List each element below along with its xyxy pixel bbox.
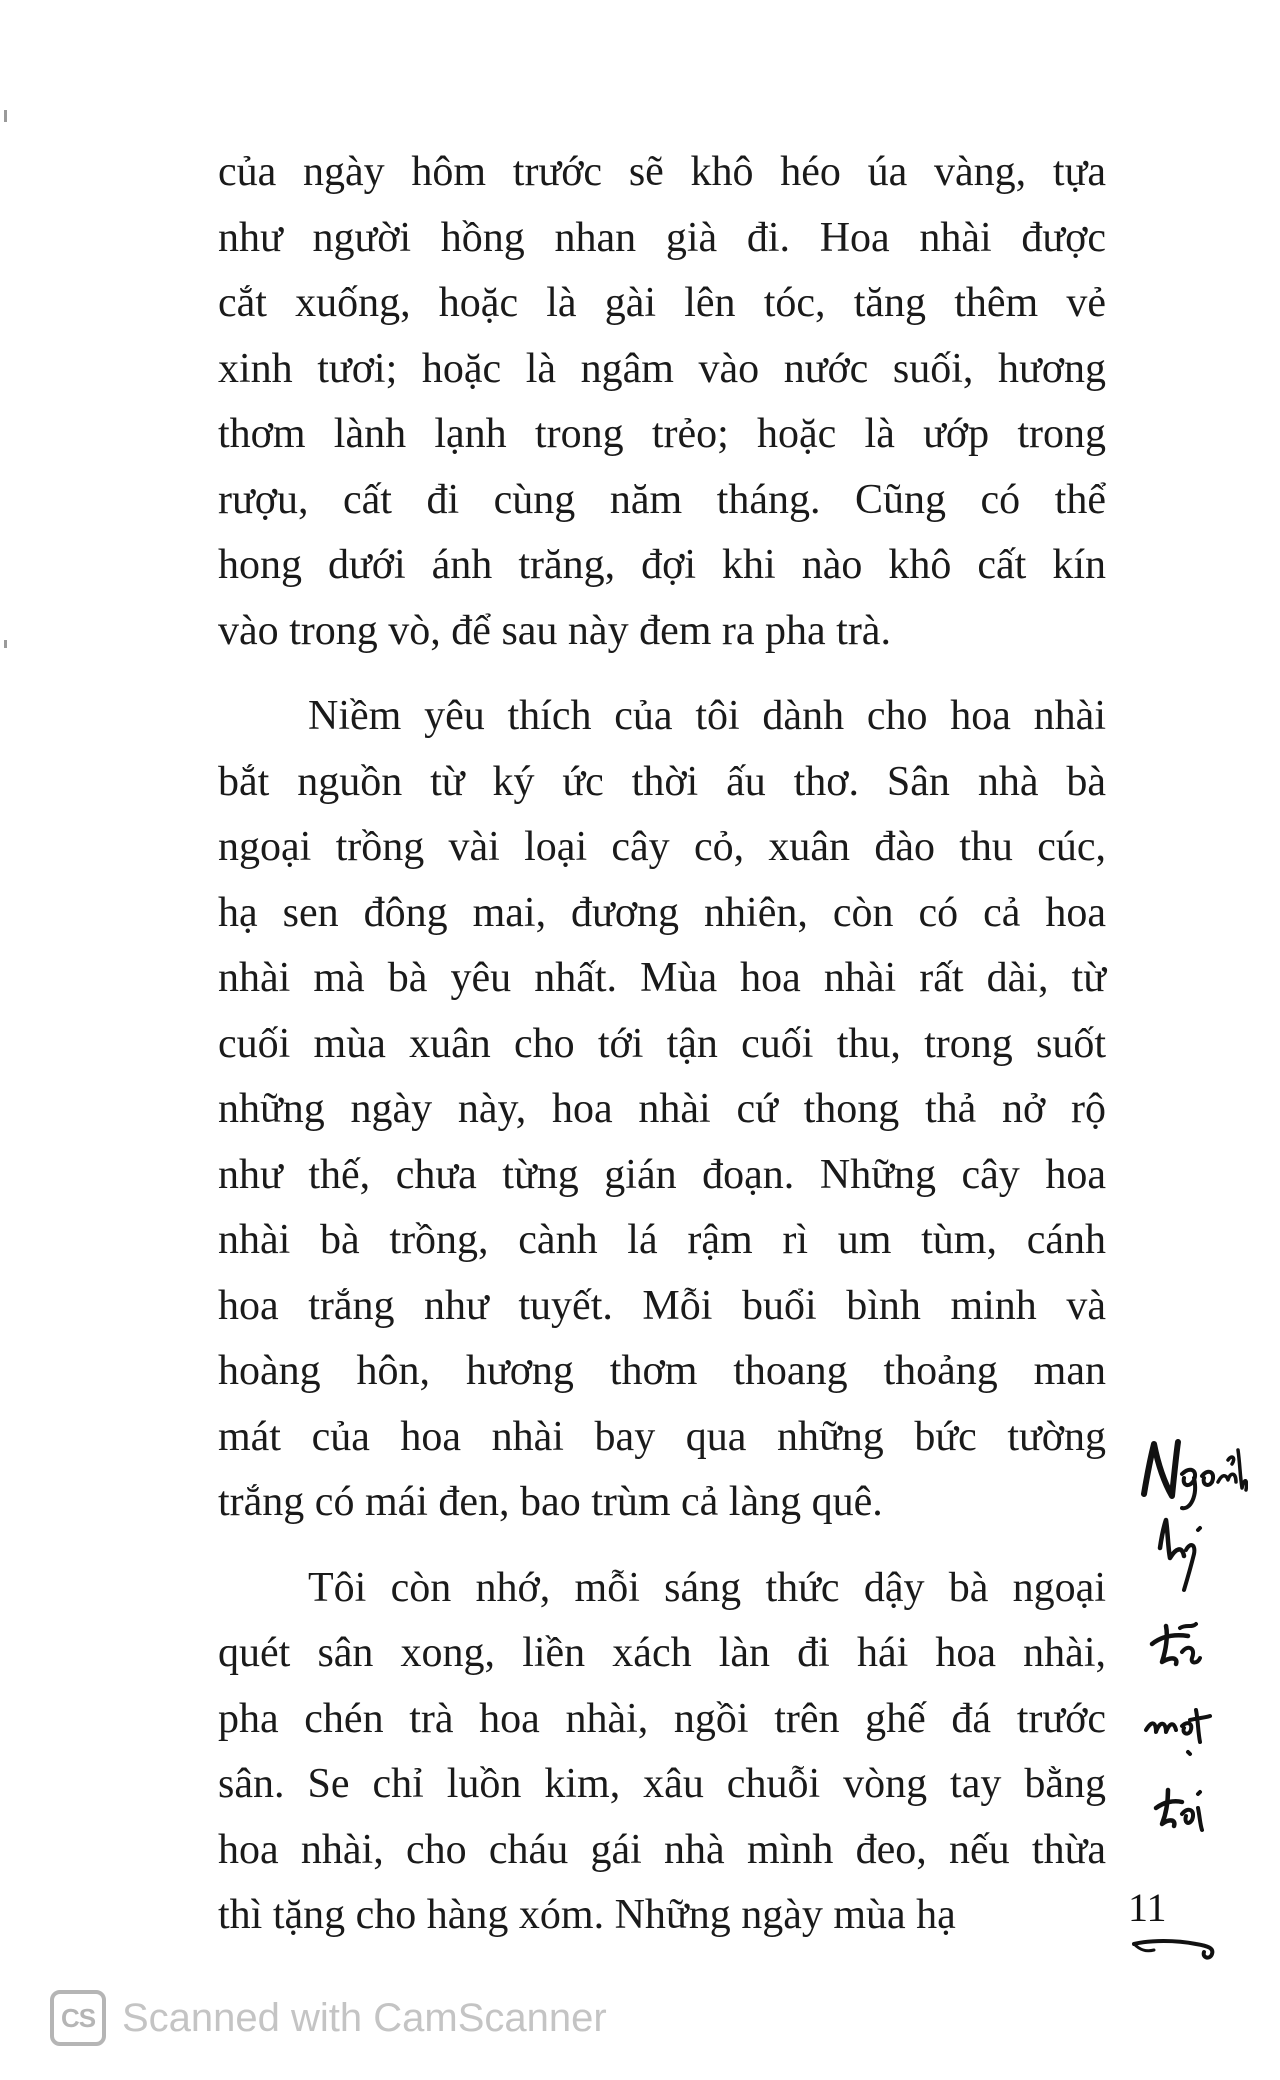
text-line: rượu, cất đi cùng năm tháng. Cũng có thể: [218, 476, 1106, 523]
calligraphy-decoration: [1138, 1430, 1248, 1870]
watermark-text: Scanned with CamScanner: [122, 1995, 607, 2040]
text-line: nhài bà trồng, cành lá rậm rì um tùm, cánh: [218, 1217, 1106, 1263]
swash-flourish-icon: [1130, 1930, 1220, 1964]
text-line: hong dưới ánh trăng, đợi khi nào khô cất kín: [218, 542, 1106, 588]
text-line: nhài mà bà yêu nhất. Mùa hoa nhài rất dài, từ: [218, 955, 1106, 1001]
text-line: hoàng hôn, hương thơm thoang thoảng man: [218, 1348, 1106, 1394]
text-line: cuối mùa xuân cho tới tận cuối thu, trong suốt: [218, 1020, 1106, 1067]
text-line: mát của hoa nhài bay qua những bức tường: [218, 1413, 1106, 1460]
text-line: hoa trắng như tuyết. Mỗi buổi bình minh và: [218, 1282, 1106, 1329]
body-text: [218, 140, 1106, 1949]
text-line: ngoại trồng vài loại cây cỏ, xuân đào thu cúc,: [218, 824, 1106, 870]
text-line: vào trong vò, để sau này đem ra pha trà.: [218, 607, 891, 654]
text-line: pha chén trà hoa nhài, ngồi trên ghế đá trước: [218, 1695, 1106, 1742]
scan-edge-mark: [4, 110, 7, 122]
text-line: sân. Se chỉ luồn kim, xâu chuỗi vòng tay bằng: [218, 1761, 1106, 1807]
text-line: của ngày hôm trước sẽ khô héo úa vàng, tựa: [218, 149, 1106, 195]
paragraph-gap: [218, 664, 1106, 684]
scan-edge-mark: [4, 640, 7, 648]
camscanner-logo-icon: CS: [50, 1990, 106, 2046]
text-line: bắt nguồn từ ký ức thời ấu thơ. Sân nhà bà: [218, 758, 1106, 805]
text-line: xinh tươi; hoặc là ngâm vào nước suối, hương: [218, 345, 1106, 392]
text-line: như người hồng nhan già đi. Hoa nhài được: [218, 214, 1106, 261]
text-line: như thế, chưa từng gián đoạn. Những cây hoa: [218, 1151, 1106, 1198]
text-line: thơm lành lạnh trong trẻo; hoặc là ướp trong: [218, 411, 1106, 457]
text-line: Tôi còn nhớ, mỗi sáng thức dậy bà ngoại: [308, 1564, 1106, 1611]
text-line: cắt xuống, hoặc là gài lên tóc, tăng thêm vẻ: [218, 280, 1106, 326]
text-line: những ngày này, hoa nhài cứ thong thả nở rộ: [218, 1086, 1106, 1132]
text-line: quét sân xong, liền xách làn đi hái hoa nhài,: [218, 1630, 1106, 1676]
text-line: Niềm yêu thích của tôi dành cho hoa nhài: [308, 693, 1106, 739]
paragraph-gap: [218, 1536, 1106, 1556]
text-line: trắng có mái đen, bao trùm cả làng quê.: [218, 1479, 883, 1525]
text-line: hoa nhài, cho cháu gái nhà mình đeo, nếu thừa: [218, 1826, 1106, 1873]
text-line: hạ sen đông mai, đương nhiên, còn có cả hoa: [218, 889, 1106, 936]
page-number: 11: [1128, 1885, 1167, 1930]
scanner-watermark: [50, 1990, 607, 2046]
text-line: thì tặng cho hàng xóm. Những ngày mùa hạ: [218, 1892, 956, 1938]
